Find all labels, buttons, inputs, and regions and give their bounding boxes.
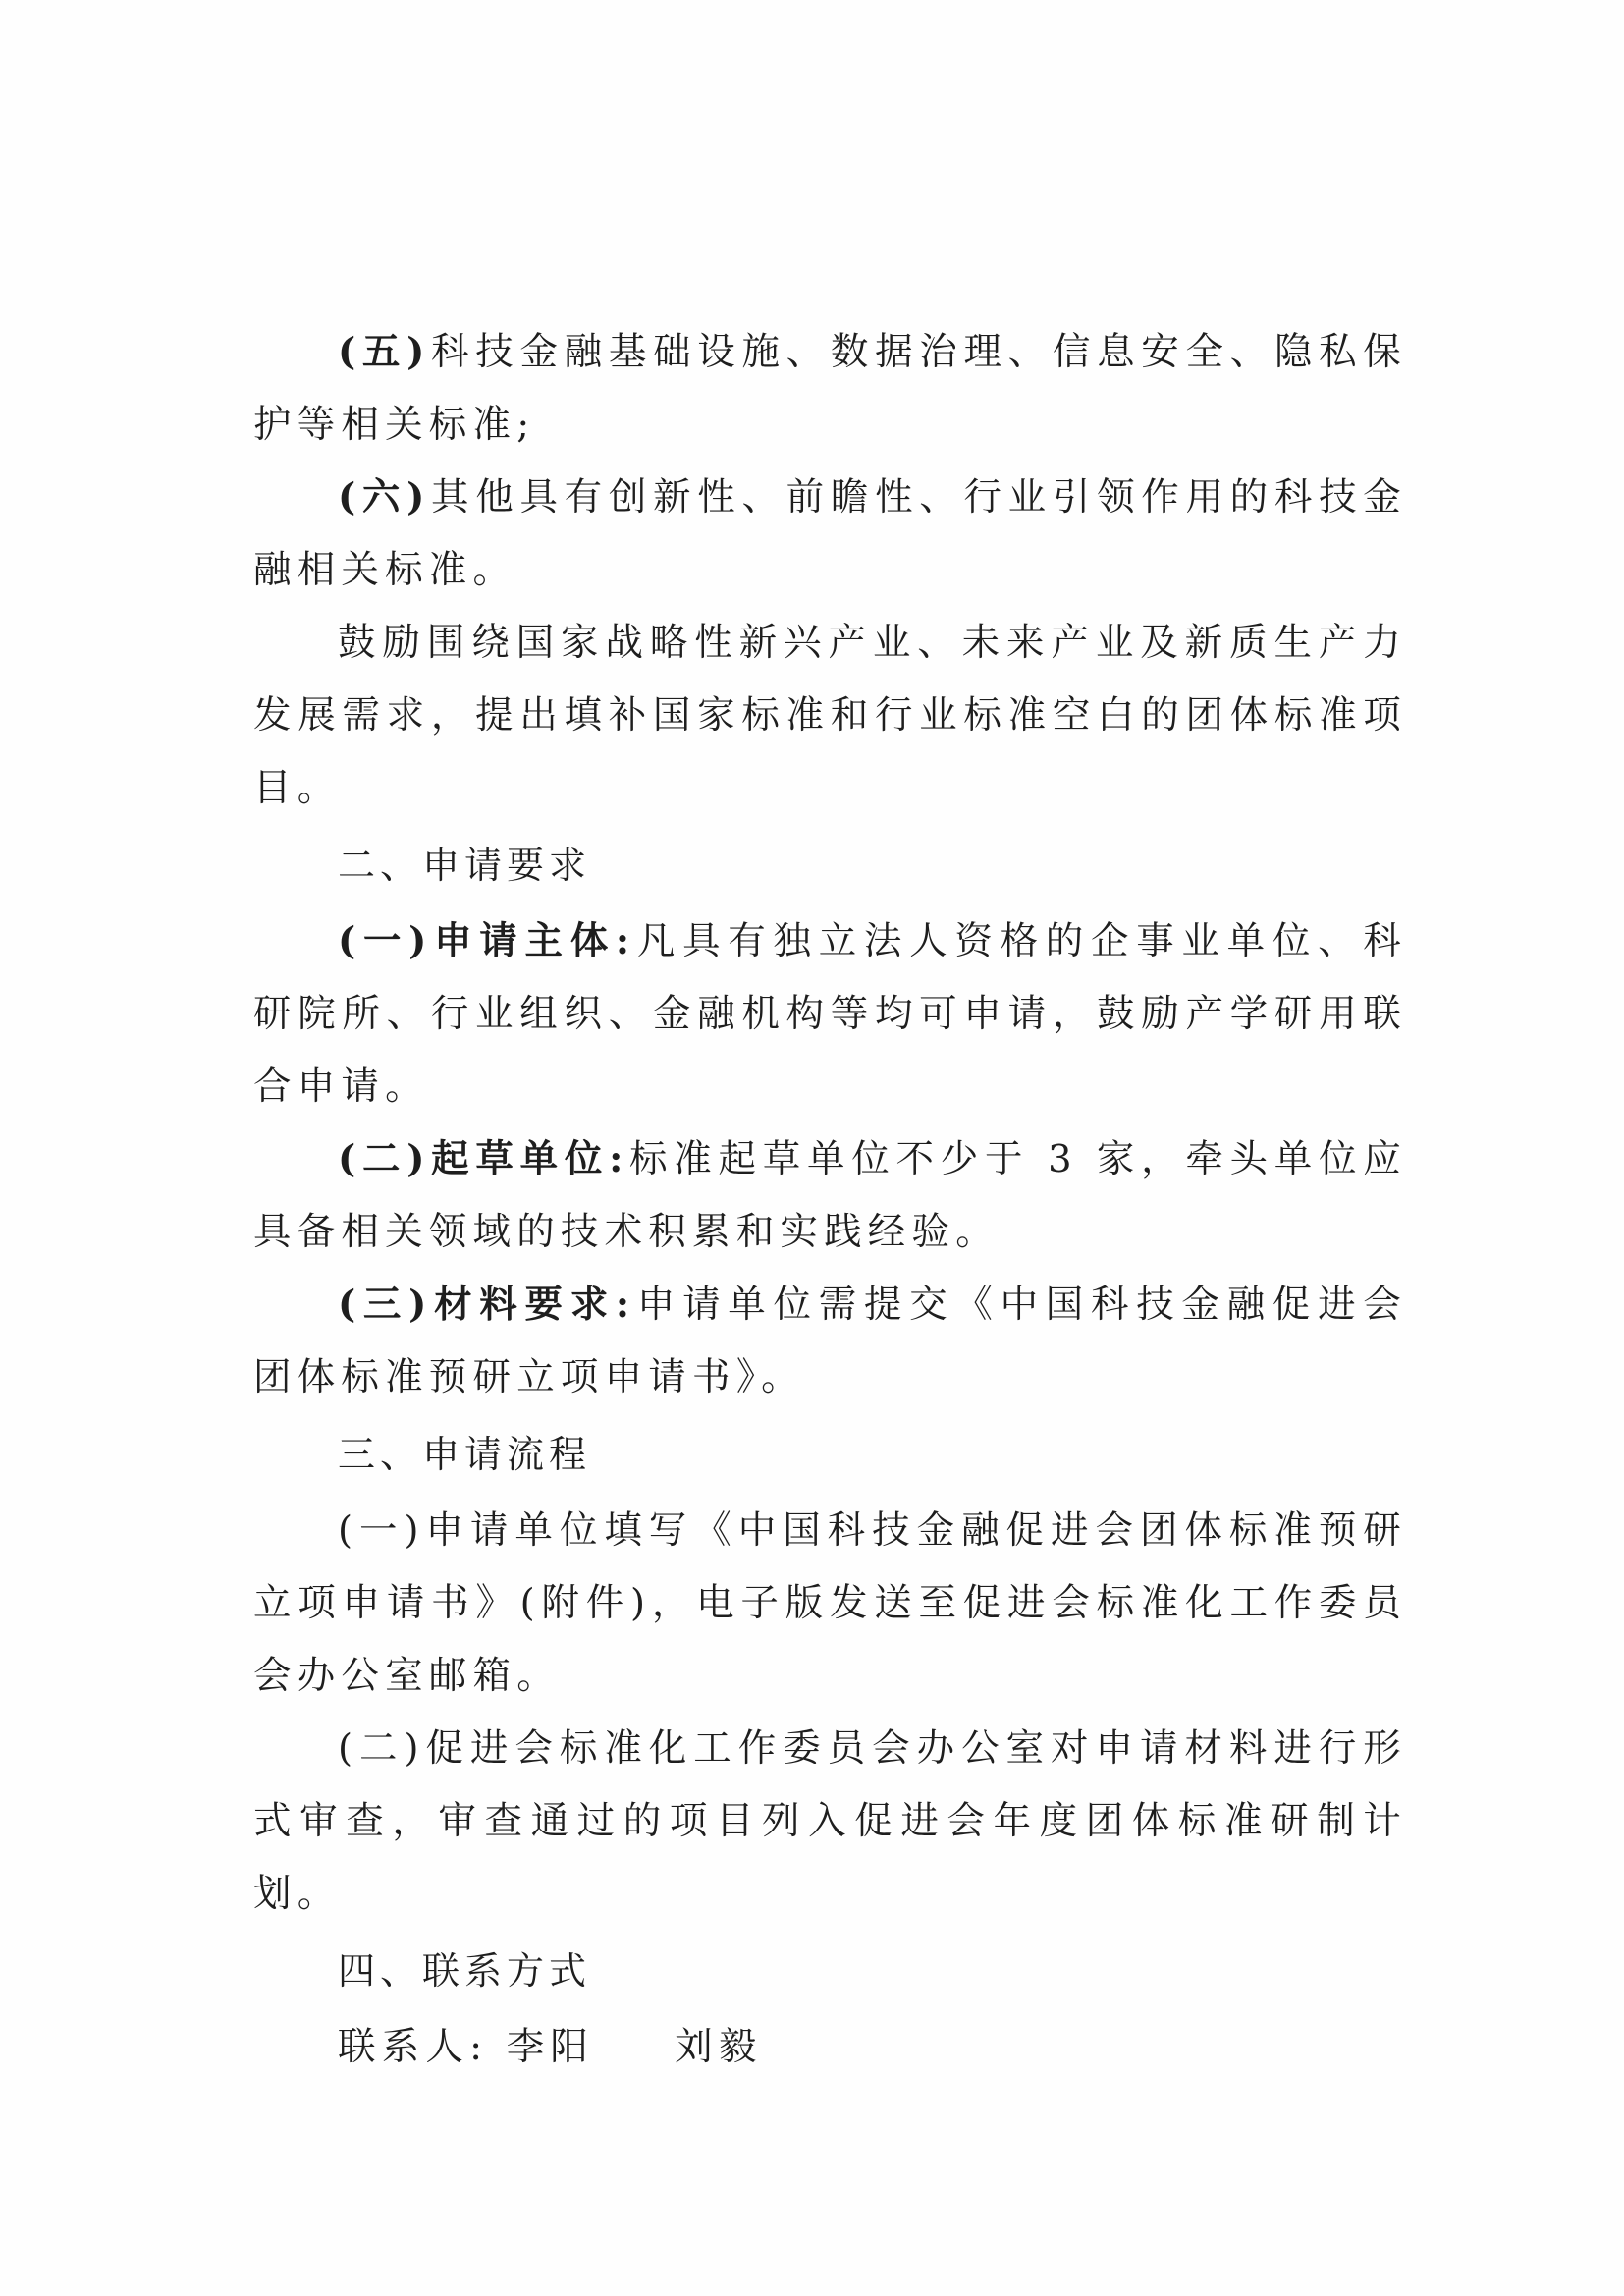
item-lead: 申请主体: xyxy=(432,919,636,963)
process-item-1 xyxy=(253,1495,1407,1713)
item-6 xyxy=(253,462,1407,607)
item-text: 标准起草单位不少于 3 家，牵头单位应具备相关领域的技术积累和实践经验。 xyxy=(253,1137,1407,1254)
item-number: (五) xyxy=(338,330,431,374)
item-number: (二) xyxy=(338,1726,425,1771)
item-lead: 材料要求: xyxy=(432,1283,636,1327)
contact-label: 联系人: xyxy=(338,2025,489,2069)
item-text: 科技金融基础设施、数据治理、信息安全、隐私保护等相关标准; xyxy=(253,330,1407,447)
item-number: (一) xyxy=(338,919,433,963)
item-text: 促进会标准化工作委员会办公室对申请材料进行形式审查，审查通过的项目列入促进会年度团体标准研制计划。 xyxy=(253,1726,1408,1916)
requirement-item-2 xyxy=(253,1123,1407,1269)
section-heading-process: 三、申请流程 xyxy=(338,1433,592,1476)
item-text: 申请单位需提交《中国科技金融促进会团体标准预研立项申请书》。 xyxy=(253,1283,1407,1399)
encouragement-paragraph xyxy=(253,607,1407,825)
item-lead: 起草单位: xyxy=(430,1137,629,1181)
item-number: (一) xyxy=(338,1508,425,1553)
requirement-item-3 xyxy=(253,1269,1407,1414)
item-number: (六) xyxy=(338,475,431,519)
contact-line xyxy=(253,2011,1407,2084)
process-item-2 xyxy=(253,1713,1407,1931)
contact-person-1: 李阳 xyxy=(506,2025,595,2069)
item-number: (三) xyxy=(338,1283,433,1327)
item-text: 其他具有创新性、前瞻性、行业引领作用的科技金融相关标准。 xyxy=(253,475,1407,592)
paragraph-text: 鼓励围绕国家战略性新兴产业、未来产业及新质生产力发展需求，提出填补国家标准和行业标准空白的团体标准项目。 xyxy=(253,621,1407,810)
section-heading-requirements: 二、申请要求 xyxy=(338,844,592,887)
item-5 xyxy=(253,316,1407,462)
requirement-item-1 xyxy=(253,905,1407,1123)
section-heading-contact: 四、联系方式 xyxy=(338,1949,592,1993)
item-text: 申请单位填写《中国科技金融促进会团体标准预研立项申请书》(附件)，电子版发送至促进会标准化工作委员会办公室邮箱。 xyxy=(253,1508,1408,1698)
contact-person-2: 刘毅 xyxy=(675,2025,763,2069)
item-text: 凡具有独立法人资格的企事业单位、科研院所、行业组织、金融机构等均可申请，鼓励产学研用联合申请。 xyxy=(253,919,1407,1109)
item-number: (二) xyxy=(338,1137,431,1181)
document-body xyxy=(253,316,1407,2084)
